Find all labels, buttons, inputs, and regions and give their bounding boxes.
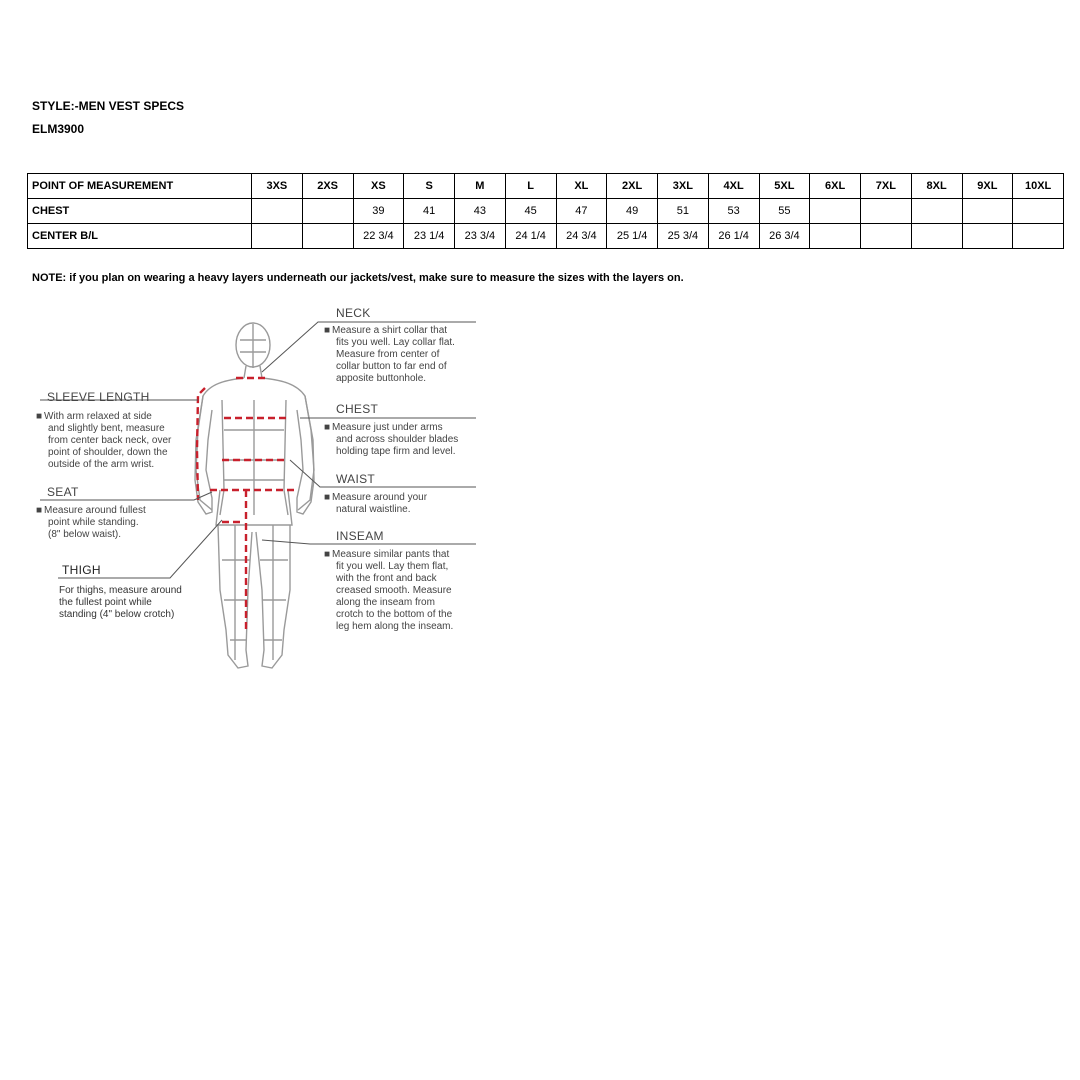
table-cell: 23 1/4 — [404, 224, 455, 249]
header-cell-size: 8XL — [911, 174, 962, 199]
header-cell-size: XL — [556, 174, 607, 199]
table-row — [28, 224, 1064, 249]
table-cell: 25 1/4 — [607, 224, 658, 249]
header-cell-size: 9XL — [962, 174, 1013, 199]
table-cell: 41 — [404, 199, 455, 224]
row-label-cell: CENTER B/L — [28, 224, 252, 249]
table-cell: 26 1/4 — [708, 224, 759, 249]
table-cell — [861, 224, 912, 249]
table-cell — [302, 199, 353, 224]
table-cell: 53 — [708, 199, 759, 224]
seat-desc: ■ Measure around fullest point while standing. (8" below waist). — [36, 505, 146, 540]
style-title: STYLE:-MEN VEST SPECS — [32, 99, 185, 113]
table-cell — [861, 199, 912, 224]
neck-title: NECK — [336, 306, 371, 320]
table-cell: 26 3/4 — [759, 224, 810, 249]
sleeve-desc: ■ With arm relaxed at side and slightly bent, measure from center back neck, over point of shoulder, down the outside of the arm wrist. — [36, 411, 172, 470]
table-cell: 55 — [759, 199, 810, 224]
inseam-desc: ■ Measure similar pants that fit you well. Lay them flat, with the front and back creased smooth. Measure along the inseam from crotch to the bottom of the leg hem along the inseam. — [324, 549, 454, 632]
header-cell-size: 2XL — [607, 174, 658, 199]
header-cell-size: 5XL — [759, 174, 810, 199]
table-cell: 49 — [607, 199, 658, 224]
header-cell-size: 3XS — [252, 174, 303, 199]
table-cell — [302, 224, 353, 249]
table-cell — [1013, 199, 1064, 224]
table-cell — [1013, 224, 1064, 249]
table-cell: 51 — [658, 199, 709, 224]
table-cell — [962, 224, 1013, 249]
header-cell-size: XS — [353, 174, 404, 199]
sleeve-title: SLEEVE LENGTH — [47, 390, 150, 404]
measurement-guide — [0, 300, 1080, 680]
header-cell-size: M — [455, 174, 506, 199]
header-cell-size: 3XL — [658, 174, 709, 199]
table-cell: 22 3/4 — [353, 224, 404, 249]
thigh-desc: For thighs, measure around the fullest point while standing (4" below crotch) — [59, 585, 182, 620]
waist-title: WAIST — [336, 472, 376, 486]
header-cell-size: S — [404, 174, 455, 199]
chest-title: CHEST — [336, 402, 379, 416]
table-cell — [810, 224, 861, 249]
neck-desc: ■ Measure a shirt collar that fits you well. Lay collar flat. Measure from center of collar button to far end of apposite buttonhole. — [324, 325, 455, 384]
mannequin-outline — [195, 323, 314, 668]
seat-title: SEAT — [47, 485, 79, 499]
header-cell-size: 6XL — [810, 174, 861, 199]
header-cell-size: 7XL — [861, 174, 912, 199]
header-cell-size: 2XS — [302, 174, 353, 199]
header-cell-pom: POINT OF MEASUREMENT — [28, 174, 252, 199]
row-label-cell: CHEST — [28, 199, 252, 224]
waist-desc: ■ Measure around your natural waistline. — [324, 492, 428, 515]
style-code: ELM3900 — [32, 122, 85, 136]
header-cell-size: 10XL — [1013, 174, 1064, 199]
table-header-row — [28, 174, 1064, 199]
table-cell — [810, 199, 861, 224]
spec-table — [27, 173, 1064, 249]
chest-desc: ■ Measure just under arms and across shoulder blades holding tape firm and level. — [324, 422, 459, 457]
table-cell: 25 3/4 — [658, 224, 709, 249]
table-cell: 23 3/4 — [455, 224, 506, 249]
table-cell: 45 — [505, 199, 556, 224]
table-row — [28, 199, 1064, 224]
table-cell: 24 1/4 — [505, 224, 556, 249]
header-cell-size: L — [505, 174, 556, 199]
table-cell — [252, 224, 303, 249]
inseam-title: INSEAM — [336, 529, 384, 543]
table-cell: 43 — [455, 199, 506, 224]
thigh-title: THIGH — [62, 563, 101, 577]
body-figure — [0, 300, 1080, 680]
table-cell: 24 3/4 — [556, 224, 607, 249]
table-cell — [962, 199, 1013, 224]
table-cell: 39 — [353, 199, 404, 224]
table-cell — [252, 199, 303, 224]
table-cell: 47 — [556, 199, 607, 224]
header-cell-size: 4XL — [708, 174, 759, 199]
table-cell — [911, 224, 962, 249]
sizing-note: NOTE: if you plan on wearing a heavy layers underneath our jackets/vest, make sure to measure the sizes with the layers on. — [32, 272, 684, 284]
table-cell — [911, 199, 962, 224]
